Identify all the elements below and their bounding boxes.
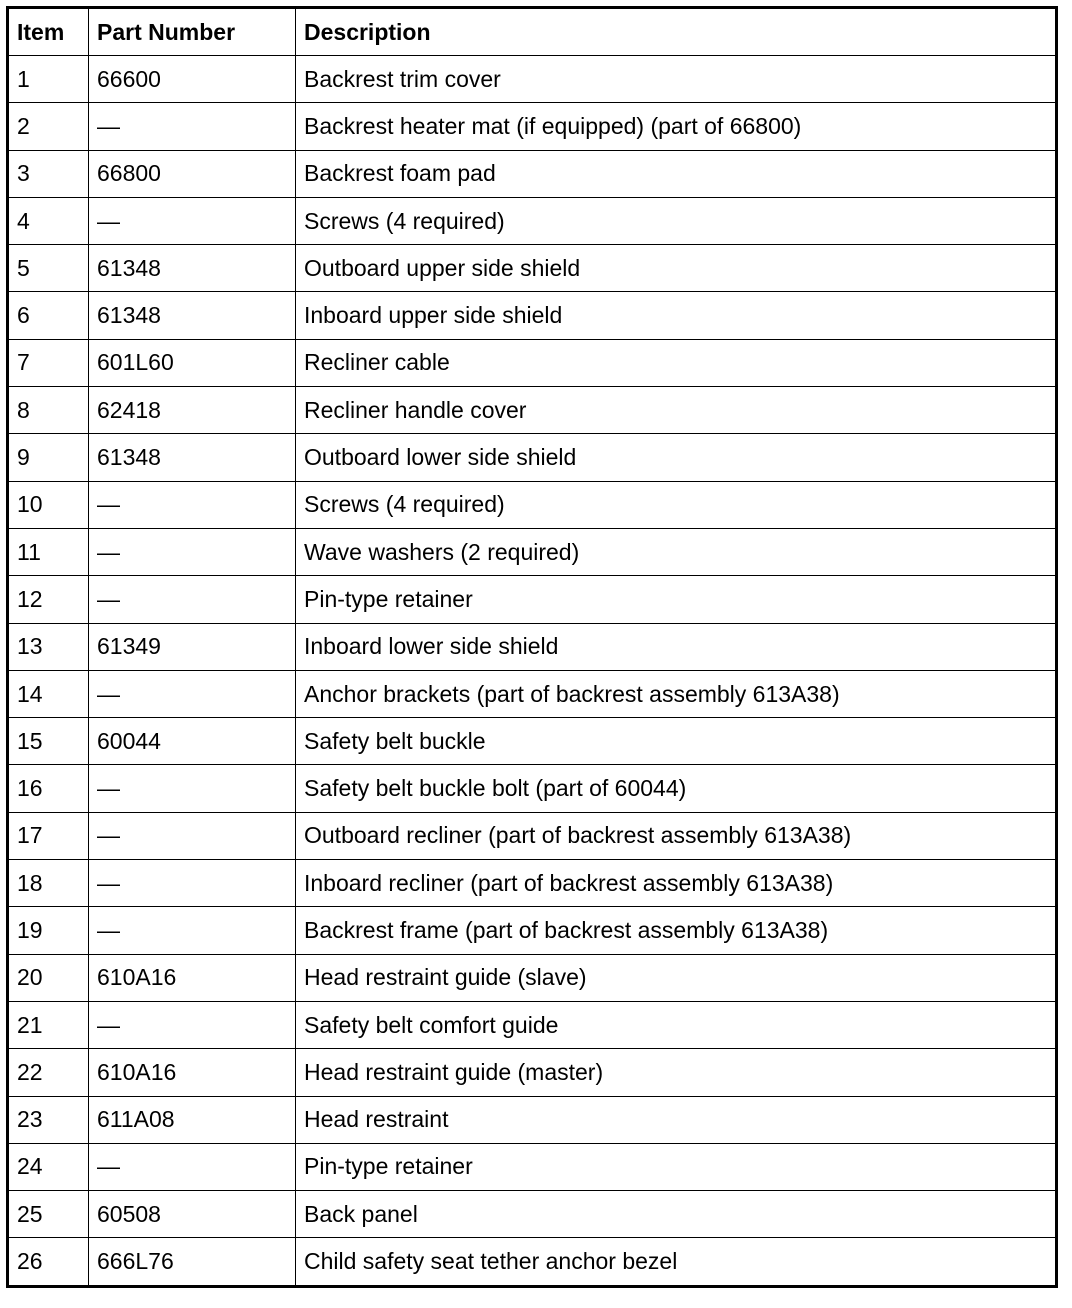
header-item: Item bbox=[8, 8, 89, 56]
cell-description: Child safety seat tether anchor bezel bbox=[296, 1238, 1057, 1286]
table-row bbox=[8, 245, 1057, 292]
cell-description: Inboard recliner (part of backrest assembly 613A38) bbox=[296, 860, 1057, 907]
cell-description: Inboard upper side shield bbox=[296, 292, 1057, 339]
cell-part-number: 601L60 bbox=[89, 339, 296, 386]
cell-part-number: 66800 bbox=[89, 150, 296, 197]
cell-item: 7 bbox=[8, 339, 89, 386]
cell-part-number: — bbox=[89, 765, 296, 812]
cell-item: 3 bbox=[8, 150, 89, 197]
cell-part-number: — bbox=[89, 103, 296, 150]
table-row bbox=[8, 434, 1057, 481]
cell-description: Safety belt comfort guide bbox=[296, 1001, 1057, 1048]
cell-item: 8 bbox=[8, 387, 89, 434]
cell-item: 14 bbox=[8, 670, 89, 717]
cell-item: 22 bbox=[8, 1049, 89, 1096]
cell-part-number: — bbox=[89, 860, 296, 907]
cell-part-number: — bbox=[89, 1143, 296, 1190]
table-row bbox=[8, 718, 1057, 765]
table-row bbox=[8, 812, 1057, 859]
cell-item: 16 bbox=[8, 765, 89, 812]
cell-description: Recliner handle cover bbox=[296, 387, 1057, 434]
table-row bbox=[8, 339, 1057, 386]
table-row bbox=[8, 623, 1057, 670]
cell-part-number: — bbox=[89, 197, 296, 244]
cell-description: Head restraint guide (slave) bbox=[296, 954, 1057, 1001]
cell-item: 17 bbox=[8, 812, 89, 859]
cell-part-number: — bbox=[89, 907, 296, 954]
cell-description: Anchor brackets (part of backrest assembly 613A38) bbox=[296, 670, 1057, 717]
cell-part-number: — bbox=[89, 670, 296, 717]
cell-item: 26 bbox=[8, 1238, 89, 1286]
cell-item: 9 bbox=[8, 434, 89, 481]
cell-description: Pin-type retainer bbox=[296, 1143, 1057, 1190]
table-row bbox=[8, 576, 1057, 623]
cell-item: 12 bbox=[8, 576, 89, 623]
table-row bbox=[8, 1238, 1057, 1286]
cell-description: Screws (4 required) bbox=[296, 481, 1057, 528]
cell-part-number: 66600 bbox=[89, 56, 296, 103]
cell-description: Backrest foam pad bbox=[296, 150, 1057, 197]
table-row bbox=[8, 1143, 1057, 1190]
cell-part-number: 610A16 bbox=[89, 1049, 296, 1096]
table-row bbox=[8, 1001, 1057, 1048]
table-row bbox=[8, 670, 1057, 717]
cell-part-number: 611A08 bbox=[89, 1096, 296, 1143]
cell-description: Head restraint guide (master) bbox=[296, 1049, 1057, 1096]
table-row bbox=[8, 103, 1057, 150]
cell-part-number: 62418 bbox=[89, 387, 296, 434]
cell-part-number: 61349 bbox=[89, 623, 296, 670]
table-row bbox=[8, 907, 1057, 954]
parts-table bbox=[6, 6, 1058, 1288]
table-header bbox=[8, 8, 1057, 56]
cell-part-number: 61348 bbox=[89, 292, 296, 339]
cell-description: Safety belt buckle bolt (part of 60044) bbox=[296, 765, 1057, 812]
table-row bbox=[8, 150, 1057, 197]
cell-description: Inboard lower side shield bbox=[296, 623, 1057, 670]
cell-part-number: — bbox=[89, 528, 296, 575]
table-row bbox=[8, 481, 1057, 528]
cell-description: Backrest frame (part of backrest assembly 613A38) bbox=[296, 907, 1057, 954]
cell-item: 4 bbox=[8, 197, 89, 244]
header-row bbox=[8, 8, 1057, 56]
table-row bbox=[8, 765, 1057, 812]
cell-item: 18 bbox=[8, 860, 89, 907]
cell-item: 20 bbox=[8, 954, 89, 1001]
table-row bbox=[8, 954, 1057, 1001]
table-row bbox=[8, 197, 1057, 244]
cell-description: Backrest trim cover bbox=[296, 56, 1057, 103]
cell-item: 11 bbox=[8, 528, 89, 575]
cell-item: 21 bbox=[8, 1001, 89, 1048]
cell-item: 2 bbox=[8, 103, 89, 150]
cell-item: 6 bbox=[8, 292, 89, 339]
header-description: Description bbox=[296, 8, 1057, 56]
table-row bbox=[8, 1191, 1057, 1238]
cell-description: Screws (4 required) bbox=[296, 197, 1057, 244]
cell-description: Head restraint bbox=[296, 1096, 1057, 1143]
table-row bbox=[8, 292, 1057, 339]
table-body bbox=[8, 56, 1057, 1287]
cell-description: Safety belt buckle bbox=[296, 718, 1057, 765]
cell-description: Outboard recliner (part of backrest assembly 613A38) bbox=[296, 812, 1057, 859]
cell-item: 1 bbox=[8, 56, 89, 103]
cell-item: 15 bbox=[8, 718, 89, 765]
cell-description: Outboard upper side shield bbox=[296, 245, 1057, 292]
table-row bbox=[8, 387, 1057, 434]
cell-description: Recliner cable bbox=[296, 339, 1057, 386]
table-row bbox=[8, 1049, 1057, 1096]
cell-part-number: — bbox=[89, 812, 296, 859]
table-row bbox=[8, 860, 1057, 907]
cell-part-number: 60044 bbox=[89, 718, 296, 765]
cell-item: 24 bbox=[8, 1143, 89, 1190]
cell-item: 5 bbox=[8, 245, 89, 292]
table-row bbox=[8, 56, 1057, 103]
cell-part-number: 610A16 bbox=[89, 954, 296, 1001]
cell-part-number: — bbox=[89, 1001, 296, 1048]
header-part-number: Part Number bbox=[89, 8, 296, 56]
table-row bbox=[8, 528, 1057, 575]
cell-description: Back panel bbox=[296, 1191, 1057, 1238]
cell-part-number: — bbox=[89, 481, 296, 528]
cell-description: Pin-type retainer bbox=[296, 576, 1057, 623]
table-row bbox=[8, 1096, 1057, 1143]
cell-part-number: 666L76 bbox=[89, 1238, 296, 1286]
cell-description: Outboard lower side shield bbox=[296, 434, 1057, 481]
cell-part-number: 61348 bbox=[89, 245, 296, 292]
cell-item: 25 bbox=[8, 1191, 89, 1238]
cell-part-number: 61348 bbox=[89, 434, 296, 481]
cell-description: Wave washers (2 required) bbox=[296, 528, 1057, 575]
cell-part-number: 60508 bbox=[89, 1191, 296, 1238]
cell-description: Backrest heater mat (if equipped) (part of 66800) bbox=[296, 103, 1057, 150]
cell-item: 19 bbox=[8, 907, 89, 954]
cell-part-number: — bbox=[89, 576, 296, 623]
cell-item: 10 bbox=[8, 481, 89, 528]
cell-item: 13 bbox=[8, 623, 89, 670]
cell-item: 23 bbox=[8, 1096, 89, 1143]
